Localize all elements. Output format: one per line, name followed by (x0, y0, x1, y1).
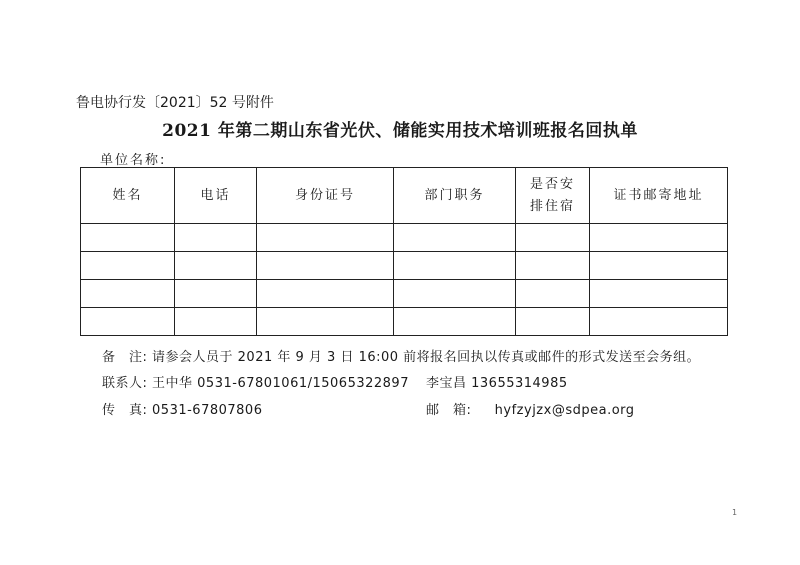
fax-number: 0531-67807806 (152, 403, 263, 418)
remark-line (102, 346, 700, 365)
contact-label: 联系人: (102, 376, 148, 391)
column-header-department-position: 部门职务 (394, 168, 516, 224)
email-label: 邮 箱: (426, 403, 472, 418)
table-cell (81, 252, 175, 280)
table-cell (257, 224, 394, 252)
table-cell (590, 224, 728, 252)
table-row (81, 308, 728, 336)
email-line (426, 399, 635, 418)
table-cell (394, 280, 516, 308)
table-cell (516, 280, 590, 308)
table-cell (590, 252, 728, 280)
table-row (81, 224, 728, 252)
table-row (81, 252, 728, 280)
unit-name-label: 单位名称: (100, 153, 167, 168)
table-cell (175, 280, 257, 308)
table-cell (394, 252, 516, 280)
column-header-id-number: 身份证号 (257, 168, 394, 224)
table-cell (175, 224, 257, 252)
table-cell (257, 308, 394, 336)
table-cell (257, 252, 394, 280)
table-cell (81, 308, 175, 336)
column-header-accommodation: 是否安排住宿 (516, 168, 590, 224)
remark-text: 请参会人员于 2021 年 9 月 3 日 16:00 前将报名回执以传真或邮件的形式发送至会务组。 (152, 350, 701, 365)
table-cell (81, 280, 175, 308)
table-header-row (81, 168, 728, 224)
document-title: 2021 年第二期山东省光伏、储能实用技术培训班报名回执单 (162, 121, 638, 141)
contact-person-2: 李宝昌 13655314985 (426, 376, 568, 391)
table-cell (394, 308, 516, 336)
table-cell (257, 280, 394, 308)
table-cell (81, 224, 175, 252)
column-header-mailing-address: 证书邮寄地址 (590, 168, 728, 224)
contact-person-1: 王中华 0531-67801061/15065322897 (152, 376, 409, 391)
table-row (81, 280, 728, 308)
table-cell (516, 308, 590, 336)
table-cell (394, 224, 516, 252)
remark-label: 备 注: (102, 350, 148, 365)
page-number: 1 (732, 508, 738, 517)
table-cell (516, 224, 590, 252)
attachment-reference: 鲁电协行发〔2021〕52 号附件 (76, 95, 274, 111)
table-cell (590, 308, 728, 336)
email-address: hyfzyjzx@sdpea.org (494, 403, 635, 418)
table-cell (175, 308, 257, 336)
fax-line (102, 399, 262, 418)
table-cell (175, 252, 257, 280)
fax-label: 传 真: (102, 403, 148, 418)
column-header-name: 姓名 (81, 168, 175, 224)
registration-table (80, 167, 728, 336)
contact-line (102, 372, 409, 391)
table-cell (590, 280, 728, 308)
column-header-phone: 电话 (175, 168, 257, 224)
table-cell (516, 252, 590, 280)
